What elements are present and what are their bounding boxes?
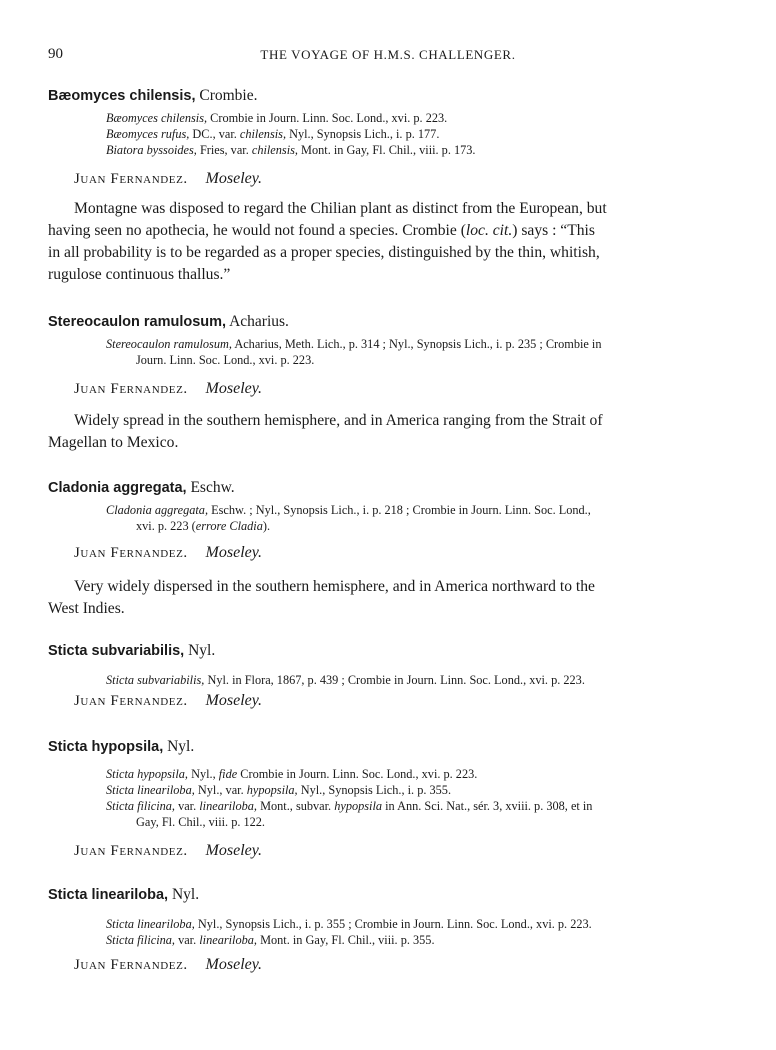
synonym-citation: Sticta lineariloba, Nyl., var. hypopsila, Nyl., Synopsis Lich., i. p. 355. (106, 783, 452, 797)
taxon-author: Eschw. (190, 479, 235, 496)
locality-line (74, 956, 262, 974)
taxon-name: Sticta lineariloba, (48, 887, 169, 903)
taxon-name: Bæomyces chilensis, (48, 88, 196, 104)
page-number: 90 (48, 46, 63, 62)
collector: Moseley. (205, 956, 262, 973)
synonymy-block: Stereocaulon ramulosum, Acharius, Meth. Lich., p. 314 ; Nyl., Synopsis Lich., i. p. 235 ; Crombie in Journ. Linn. Soc. Lond., xvi. p. 223. (106, 336, 736, 368)
synonymy-block (106, 672, 736, 688)
locality: Juan Fernandez. (74, 693, 188, 709)
synonym-citation: Stereocaulon ramulosum, Acharius, Meth. Lich., p. 314 ; Nyl., Synopsis Lich., i. p. 235 ; Crombie in (106, 337, 602, 351)
collector: Moseley. (205, 842, 262, 859)
species-heading (48, 738, 194, 756)
taxon-author: Crombie. (199, 87, 258, 104)
synonymy-block (106, 916, 736, 948)
locality: Juan Fernandez. (74, 381, 188, 397)
locality-line (74, 170, 262, 188)
taxon-name: Stereocaulon ramulosum, (48, 314, 227, 330)
collector: Moseley. (205, 170, 262, 187)
species-heading (48, 479, 235, 497)
collector: Moseley. (205, 544, 262, 561)
synonym-citation: Sticta filicina, var. lineariloba, Mont. in Gay, Fl. Chil., viii. p. 355. (106, 933, 435, 947)
synonymy-block: Sticta hypopsila, Nyl., fide Crombie in Journ. Linn. Soc. Lond., xvi. p. 223. Sticta lineariloba, Nyl., var. hypopsila, Nyl., Synopsis Lich., i. p. 355. Sticta filicina, var. lineariloba, Mont., subvar. hypopsila in Ann. Sci. Nat., sér. 3, xviii. p. 308, et in Gay, Fl. Chil., viii. p. 122. (106, 766, 736, 830)
locality-line (74, 544, 262, 562)
locality: Juan Fernandez. (74, 957, 188, 973)
species-heading (48, 313, 289, 331)
taxon-name: Sticta hypopsila, (48, 739, 164, 755)
species-heading (48, 642, 215, 660)
locality: Juan Fernandez. (74, 171, 188, 187)
commentary-paragraph: Montagne was disposed to regard the Chilian plant as distinct from the European, but having seen no apothecia, he would not found a species. Crombie (loc. cit.) says : “This in all probability is to be regarded as a proper species, distinguished by the thin, whitish, rugulose continuous thallus.” (48, 200, 607, 283)
synonym-citation: Sticta subvariabilis, Nyl. in Flora, 1867, p. 439 ; Crombie in Journ. Linn. Soc. Lond., xvi. p. 223. (106, 673, 585, 687)
synonym-citation: Cladonia aggregata, Eschw. ; Nyl., Synopsis Lich., i. p. 218 ; Crombie in Journ. Linn. Soc. Lond., (106, 503, 591, 517)
synonym-citation: Sticta filicina, var. lineariloba, Mont., subvar. hypopsila in Ann. Sci. Nat., sér. 3, xviii. p. 308, et in (106, 799, 593, 813)
commentary-paragraph: Very widely dispersed in the southern hemisphere, and in America northward to the West Indies. (48, 578, 595, 617)
locality-line (74, 842, 262, 860)
locality: Juan Fernandez. (74, 843, 188, 859)
synonym-citation: Sticta hypopsila, Nyl., fide Crombie in Journ. Linn. Soc. Lond., xvi. p. 223. (106, 767, 478, 781)
page-header (48, 46, 728, 66)
synonym-citation: Biatora byssoides, Fries, var. chilensis, Mont. in Gay, Fl. Chil., viii. p. 173. (106, 143, 476, 157)
locality-line (74, 692, 262, 710)
commentary-paragraph: Widely spread in the southern hemisphere, and in America ranging from the Strait of Magellan to Mexico. (48, 412, 603, 451)
collector: Moseley. (205, 692, 262, 709)
locality-line (74, 380, 262, 398)
locality: Juan Fernandez. (74, 545, 188, 561)
synonymy-block (106, 110, 736, 158)
taxon-author: Nyl. (167, 738, 195, 755)
species-heading (48, 886, 199, 904)
collector: Moseley. (205, 380, 262, 397)
synonym-citation: Bæomyces chilensis, Crombie in Journ. Linn. Soc. Lond., xvi. p. 223. (106, 111, 448, 125)
synonymy-block: Cladonia aggregata, Eschw. ; Nyl., Synopsis Lich., i. p. 218 ; Crombie in Journ. Linn. Soc. Lond., xvi. p. 223 (errore Cladia). (106, 502, 736, 534)
taxon-author: Nyl. (188, 642, 216, 659)
synonym-citation: Sticta lineariloba, Nyl., Synopsis Lich., i. p. 355 ; Crombie in Journ. Linn. Soc. Lond., xvi. p. 223. (106, 917, 592, 931)
taxon-author: Acharius. (229, 313, 289, 330)
taxon-name: Sticta subvariabilis, (48, 643, 185, 659)
running-title: THE VOYAGE OF H.M.S. CHALLENGER. (260, 47, 516, 62)
taxon-name: Cladonia aggregata, (48, 480, 187, 496)
taxon-author: Nyl. (171, 886, 200, 903)
species-heading (48, 87, 258, 105)
synonym-citation: Bæomyces rufus, DC., var. chilensis, Nyl., Synopsis Lich., i. p. 177. (106, 127, 440, 141)
